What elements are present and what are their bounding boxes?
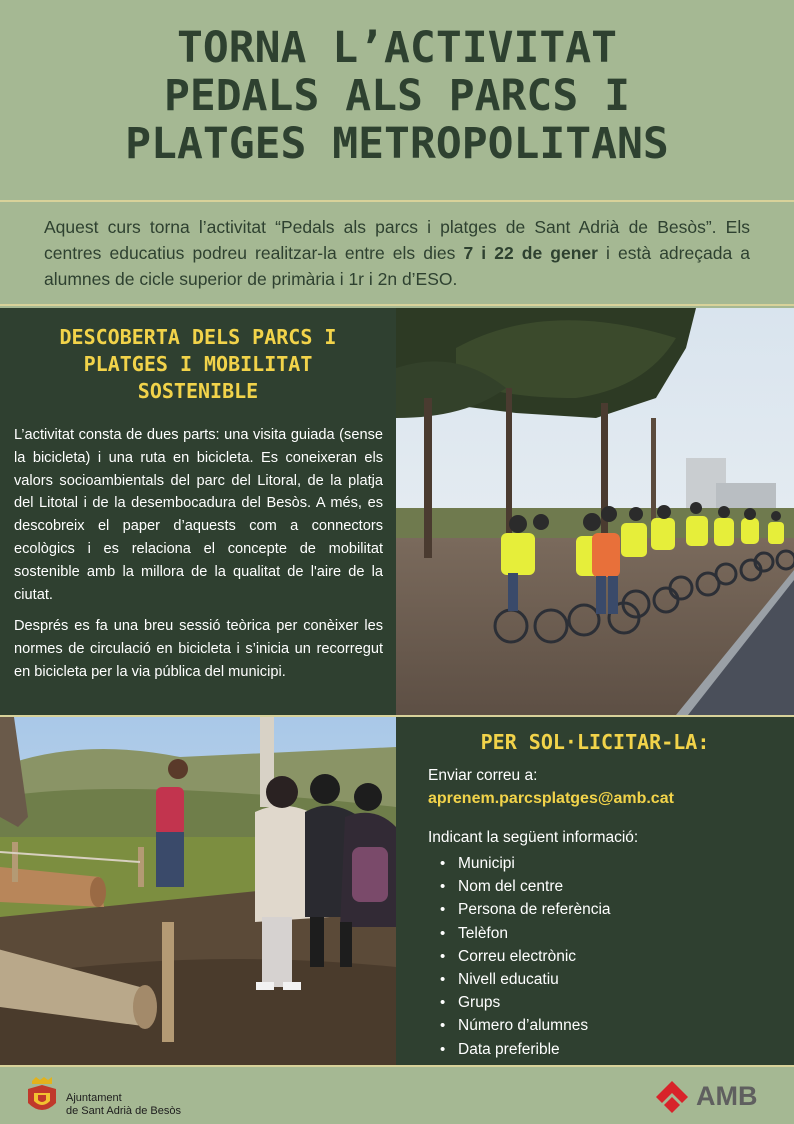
info-item-municipi: • Municipi	[440, 852, 778, 875]
contact-email-link[interactable]: aprenem.parcsplatges@amb.cat	[428, 790, 674, 807]
activity-description-panel	[0, 308, 396, 715]
activity-body	[14, 424, 383, 693]
email-label: Enviar correu a:	[428, 767, 538, 784]
info-label: Indicant la següent informació:	[428, 829, 639, 846]
info-item-telefon: • Telèfon	[440, 922, 778, 945]
page-title	[0, 24, 794, 168]
ajuntament-line-1: Ajuntament	[66, 1092, 122, 1104]
activity-paragraph-1: L’activitat consta de dues parts: una visita guiada (sense la bicicleta) i una ruta en bicicleta. Es coneixeran els valors socioambientals del parc del Litoral, de la platja del Litotal i de la desembocadura del Besòs. A més, es descobreix el paper d’aquests com a connectors ecològics i es relaciona el concepte de mobilitat sostenible amb la millora de la qualitat de l'aire de la ciutat.	[14, 427, 383, 603]
request-panel	[396, 717, 794, 1065]
info-item-alumnes: • Número d’alumnes	[440, 1014, 778, 1037]
title-line-1: TORNA L’ACTIVITAT	[176, 23, 618, 73]
coat-of-arms-icon	[24, 1075, 60, 1119]
ajuntament-logo	[24, 1075, 224, 1119]
amb-logo	[654, 1079, 774, 1115]
info-list	[428, 852, 778, 1061]
intro-dates: 7 i 22 de gener	[463, 243, 598, 263]
activity-heading-line-2: PLATGES I MOBILITAT	[83, 352, 313, 376]
title-line-3: PLATGES METROPOLITANS	[125, 119, 669, 169]
footer	[0, 1065, 794, 1123]
activity-heading-line-3: SOSTENIBLE	[137, 379, 259, 403]
request-body	[428, 765, 778, 1061]
info-item-data: • Data preferible	[440, 1038, 778, 1061]
intro-text-start: Aquest curs torna l’activitat “Pedals als parcs i platges de Sant Adrià de Besòs”. Els centres educatius podreu realitzar-la entre els dies	[44, 217, 750, 263]
info-item-nom-centre: • Nom del centre	[440, 875, 778, 898]
amb-diamond-icon	[654, 1079, 690, 1113]
amb-logo-text: AMB	[696, 1081, 758, 1111]
info-item-nivell: • Nivell educatiu	[440, 968, 778, 991]
request-heading: PER SOL·LICITAR-LA:	[480, 730, 710, 754]
intro-paragraph	[44, 214, 750, 292]
info-item-grups: • Grups	[440, 991, 778, 1014]
ajuntament-name	[66, 1092, 181, 1118]
info-item-persona-referencia: • Persona de referència	[440, 898, 778, 921]
activity-heading	[10, 324, 386, 405]
guided-visit-photo	[0, 717, 396, 1065]
title-band	[0, 0, 794, 200]
ajuntament-line-2: de Sant Adrià de Besòs	[66, 1105, 181, 1117]
activity-heading-line-1: DESCOBERTA DELS PARCS I	[59, 325, 337, 349]
title-line-2: PEDALS ALS PARCS I	[164, 71, 630, 121]
intro-text-end: i està adreçada a alumnes de cicle superior de primària i 1r i 2n d’ESO.	[44, 243, 750, 289]
info-item-correu: • Correu electrònic	[440, 945, 778, 968]
cyclists-photo	[396, 308, 794, 715]
activity-paragraph-2: Després es fa una breu sessió teòrica per conèixer les normes de circulació en bicicleta i s’inicia un recorregut en bicicleta per la via pública del municipi.	[14, 618, 383, 680]
intro-band	[0, 200, 794, 306]
